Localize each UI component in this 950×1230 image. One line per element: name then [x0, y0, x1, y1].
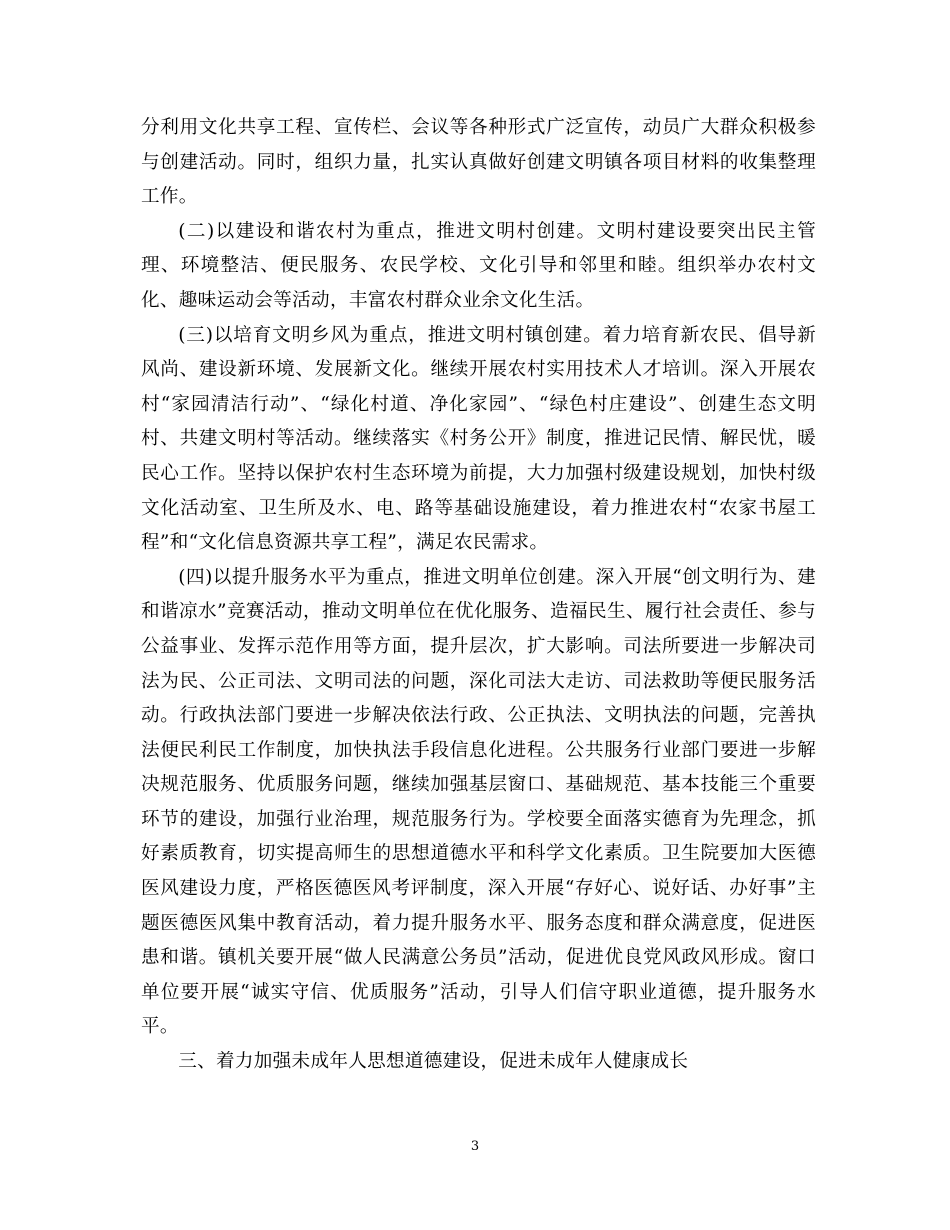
paragraph-4: (四)以提升服务水平为重点，推进文明单位创建。深入开展“创文明行为、建和谐凉水”竞赛活动，推动文明单位在优化服务、造福民生、履行社会责任、参与公益事业、发挥示范作用等方面，提升层次，扩大影响。司法所要进一步解决司法为民、公正司法、文明司法的问题，深化司法大走访、司法救助等便民服务活动。行政执法部门要进一步解决依法行政、公正执法、文明执法的问题，完善执法便民利民工作制度，加快执法手段信息化进程。公共服务行业部门要进一步解决规范服务、优质服务问题，继续加强基层窗口、基础规范、基本技能三个重要环节的建设，加强行业治理，规范服务行为。学校要全面落实德育为先理念，抓好素质教育，切实提高师生的思想道德水平和科学文化素质。卫生院要加大医德医风建设力度，严格医德医风考评制度，深入开展“存好心、说好话、办好事”主题医德医风集中教育活动，着力提升服务水平、服务态度和群众满意度，促进医患和谐。镇机关要开展“做人民满意公务员”活动，促进优良党风政风形成。窗口单位要开展“诚实守信、优质服务”活动，引导人们信守职业道德，提升服务水平。: [141, 566, 816, 1038]
section-heading-3: 三、着力加强未成年人思想道德建设，促进未成年人健康成长: [178, 1051, 689, 1073]
page-number: 3: [470, 1139, 480, 1154]
paragraph-2: (二)以建设和谐农村为重点，推进文明村创建。文明村建设要突出民主管理、环境整洁、便民服务、农民学校、文化引导和邻里和睦。组织举办农村文化、趣味运动会等活动，丰富农村群众业余文化生活。: [141, 220, 816, 311]
body-text: [141, 111, 816, 1080]
paragraph-3: (三)以培育文明乡风为重点，推进文明村镇创建。着力培育新农民、倡导新风尚、建设新环境、发展新文化。继续开展农村实用技术人才培训。深入开展农村“家园清洁行动”、“绿化村道、净化家园”、“绿色村庄建设”、创建生态文明村、共建文明村等活动。继续落实《村务公开》制度，推进记民情、解民忧，暖民心工作。坚持以保护农村生态环境为前提，大力加强村级建设规划，加快村级文化活动室、卫生所及水、电、路等基础设施建设，着力推进农村“农家书屋工程”和“文化信息资源共享工程”，满足农民需求。: [141, 324, 816, 554]
paragraph-1: 分利用文化共享工程、宣传栏、会议等各种形式广泛宣传，动员广大群众积极参与创建活动。同时，组织力量，扎实认真做好创建文明镇各项目材料的收集整理工作。: [141, 117, 816, 208]
